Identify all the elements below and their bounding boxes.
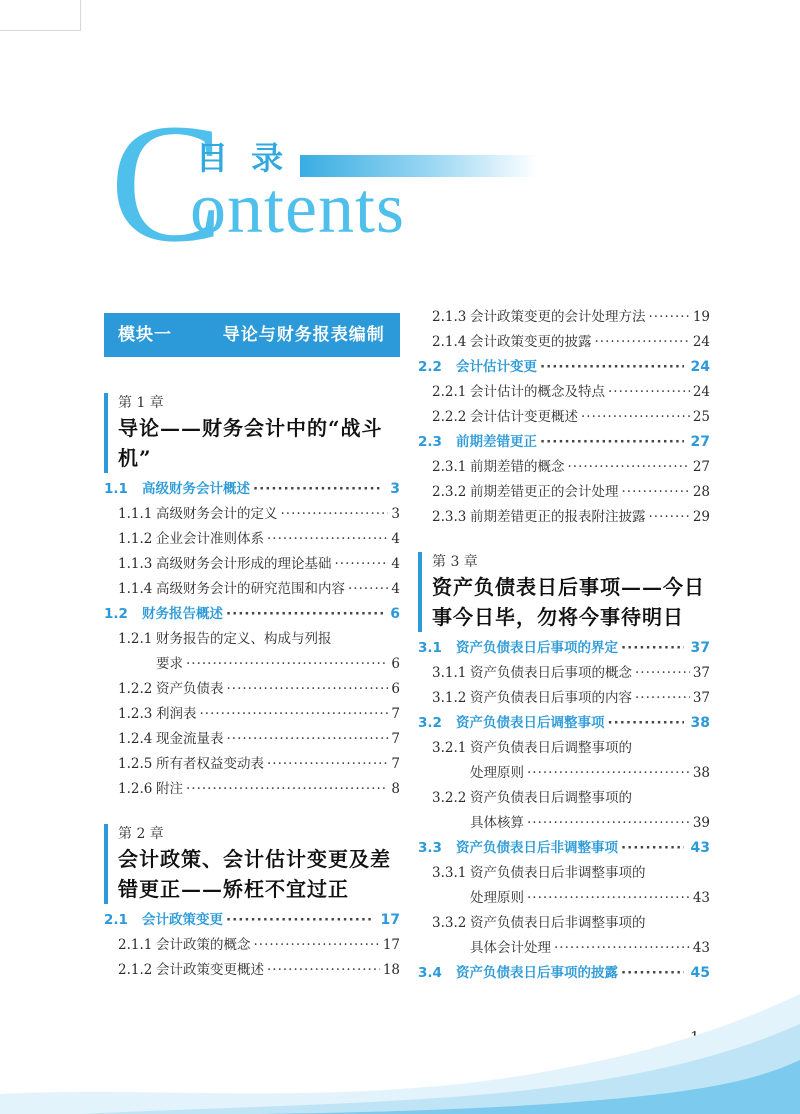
page-ref: 43 (690, 840, 710, 856)
page-ref: 37 (692, 665, 710, 681)
page-ref: 4 (391, 581, 400, 597)
subsection-title: 附注 (156, 781, 183, 797)
page-ref: 43 (692, 940, 710, 956)
page-ref: 24 (690, 359, 710, 375)
toc-left-column (104, 305, 400, 983)
page-ref: 7 (391, 731, 400, 747)
leader-dots (335, 552, 389, 577)
page-ref: 39 (692, 815, 710, 831)
leader-dots (527, 811, 690, 836)
subsection-title: 现金流量表 (156, 731, 224, 747)
subsection-title: 企业会计准则体系 (156, 531, 264, 547)
section-number: 2.2 (418, 359, 442, 375)
toc-subsection[interactable] (104, 552, 400, 577)
toc-subsection[interactable] (418, 686, 710, 711)
chapter-label: 第 2 章 (118, 826, 164, 842)
toc-subsection[interactable] (104, 958, 400, 983)
chapter-2-entries-cont (418, 305, 710, 530)
toc-subsection[interactable] (418, 455, 710, 480)
page-ref: 24 (692, 334, 710, 350)
toc-subsection[interactable] (418, 480, 710, 505)
section-title: 资产负债表日后调整事项 (456, 715, 605, 731)
leader-dots (267, 527, 388, 552)
leader-dots (281, 502, 389, 527)
chapter-3-heading (418, 552, 710, 632)
chapter-title: 会计政策、会计估计变更及差错更正——矫枉不宜过正 (118, 847, 391, 901)
toc-subsection[interactable] (104, 933, 400, 958)
leader-dots (621, 836, 684, 861)
subsection-title: 前期差错更正的报表附注披露 (470, 509, 646, 525)
subsection-title: 高级财务会计形成的理论基础 (156, 556, 332, 572)
subsection-number: 2.3.1 (432, 459, 467, 475)
section-title: 高级财务会计概述 (142, 481, 250, 497)
subsection-title-cont: 具体核算 (470, 815, 524, 831)
toc-subsection[interactable] (104, 702, 400, 727)
leader-dots (226, 602, 383, 627)
leader-dots (527, 761, 690, 786)
toc-subsection[interactable] (104, 577, 400, 602)
page-ref: 3 (391, 506, 400, 522)
section-title: 财务报告概述 (142, 606, 223, 622)
section-number: 3.3 (418, 840, 442, 856)
leader-dots (554, 936, 690, 961)
section-number: 1.1 (104, 481, 128, 497)
page-ref: 25 (692, 409, 710, 425)
toc-subsection[interactable] (104, 777, 400, 802)
page-ref: 6 (391, 681, 400, 697)
page-ref: 28 (692, 484, 710, 500)
leader-dots (186, 652, 388, 677)
section-title: 会计估计变更 (456, 359, 537, 375)
subsection-title-cont: 处理原则 (470, 890, 524, 906)
section-number: 2.3 (418, 434, 442, 450)
page-ref: 6 (391, 656, 400, 672)
toc-subsection[interactable] (104, 752, 400, 777)
leader-dots (253, 477, 383, 502)
section-title: 资产负债表日后事项的披露 (456, 965, 618, 981)
subsection-number: 2.1.1 (118, 937, 153, 953)
section-number: 3.1 (418, 640, 442, 656)
chapter-1-heading (104, 393, 400, 473)
leader-dots (348, 577, 388, 602)
toc-section[interactable] (104, 602, 400, 627)
leader-dots (568, 455, 690, 480)
page-ref: 3 (390, 481, 400, 497)
leader-dots (267, 752, 388, 777)
chapter-label: 第 3 章 (432, 554, 478, 570)
subsection-number: 1.1.1 (118, 506, 153, 522)
subsection-title: 会计政策变更的披露 (470, 334, 592, 350)
subsection-number: 2.3.3 (432, 509, 467, 525)
chapter-title: 导论——财务会计中的“战斗机” (118, 416, 383, 470)
subsection-number: 1.1.3 (118, 556, 153, 572)
leader-dots (649, 305, 690, 330)
toc-subsection[interactable] (104, 677, 400, 702)
page-ref: 29 (692, 509, 710, 525)
leader-dots (621, 636, 684, 661)
page-ref: 6 (390, 606, 400, 622)
page-ref: 37 (692, 690, 710, 706)
subsection-number: 3.3.1 (432, 865, 467, 881)
toc-subsection-wrapped[interactable] (418, 861, 710, 911)
page-title-mulu: 目 录 (196, 139, 290, 177)
toc-subsection[interactable] (418, 505, 710, 530)
leader-dots (540, 355, 684, 380)
toc-subsection[interactable] (104, 502, 400, 527)
page-ref: 38 (692, 765, 710, 781)
toc-subsection[interactable] (104, 527, 400, 552)
chapter-2-entries (104, 908, 400, 983)
toc-subsection-wrapped[interactable] (418, 911, 710, 961)
subsection-title: 资产负债表日后事项的概念 (470, 665, 632, 681)
page-ref: 4 (391, 531, 400, 547)
subsection-title: 会计政策变更概述 (156, 962, 264, 978)
toc-section[interactable] (104, 908, 400, 933)
subsection-title: 财务报告的定义、构成与列报 (156, 631, 332, 647)
section-title: 资产负债表日后事项的界定 (456, 640, 618, 656)
page-ref: 27 (692, 459, 710, 475)
toc-section[interactable] (418, 961, 710, 986)
subsection-number: 1.1.2 (118, 531, 153, 547)
subsection-number: 2.1.4 (432, 334, 467, 350)
toc-right-column (418, 305, 710, 986)
subsection-title: 会计政策的概念 (156, 937, 251, 953)
subsection-number: 2.1.2 (118, 962, 153, 978)
leader-dots (608, 711, 684, 736)
leader-dots (581, 405, 690, 430)
toc-subsection[interactable] (418, 305, 710, 330)
toc-section[interactable] (418, 636, 710, 661)
chapter-label: 第 1 章 (118, 395, 164, 411)
page-ref: 18 (382, 962, 400, 978)
subsection-number: 3.1.2 (432, 690, 467, 706)
subsection-number: 1.2.3 (118, 706, 153, 722)
subsection-number: 2.3.2 (432, 484, 467, 500)
section-number: 1.2 (104, 606, 128, 622)
subsection-title: 资产负债表日后事项的内容 (470, 690, 632, 706)
toc-section[interactable] (104, 477, 400, 502)
leader-dots (200, 702, 389, 727)
subsection-title: 会计估计变更概述 (470, 409, 578, 425)
subsection-number: 1.2.4 (118, 731, 153, 747)
contents-big-c: C (110, 89, 224, 277)
module-banner: 模块一 导论与财务报表编制 (104, 313, 400, 357)
page-ref: 8 (391, 781, 400, 797)
subsection-title: 资产负债表日后调整事项的 (470, 790, 632, 806)
subsection-title: 高级财务会计的研究范围和内容 (156, 581, 345, 597)
toc-subsection[interactable] (104, 727, 400, 752)
subsection-title: 利润表 (156, 706, 197, 722)
contents-word: ontents (190, 168, 405, 248)
subsection-title: 会计政策变更的会计处理方法 (470, 309, 646, 325)
toc-section[interactable] (418, 711, 710, 736)
toc-subsection[interactable] (418, 405, 710, 430)
leader-dots (226, 908, 374, 933)
page-ref: 17 (382, 937, 400, 953)
page-ref: 7 (391, 756, 400, 772)
leader-dots (527, 886, 690, 911)
page-ref: 27 (690, 434, 710, 450)
chapter-3-entries (418, 636, 710, 986)
leader-dots (635, 686, 690, 711)
leader-dots (595, 330, 690, 355)
leader-dots (227, 727, 389, 752)
subsection-title-cont: 要求 (156, 656, 183, 672)
toc-section[interactable] (418, 430, 710, 455)
section-number: 2.1 (104, 912, 128, 928)
subsection-title: 前期差错更正的会计处理 (470, 484, 619, 500)
leader-dots (254, 933, 380, 958)
subsection-title: 所有者权益变动表 (156, 756, 264, 772)
toc-subsection[interactable] (418, 330, 710, 355)
subsection-title: 前期差错的概念 (470, 459, 565, 475)
subsection-number: 1.2.1 (118, 631, 153, 647)
toc-subsection-wrapped[interactable] (418, 786, 710, 836)
toc-subsection[interactable] (418, 380, 710, 405)
section-title: 会计政策变更 (142, 912, 223, 928)
subsection-number: 3.3.2 (432, 915, 467, 931)
subsection-number: 1.2.2 (118, 681, 153, 697)
page-ref: 19 (692, 309, 710, 325)
subsection-number: 1.1.4 (118, 581, 153, 597)
section-title: 资产负债表日后非调整事项 (456, 840, 618, 856)
leader-dots (186, 777, 388, 802)
section-number: 3.4 (418, 965, 442, 981)
subsection-title: 资产负债表 (156, 681, 224, 697)
subsection-number: 3.2.2 (432, 790, 467, 806)
subsection-number: 2.1.3 (432, 309, 467, 325)
decorative-wave (0, 994, 800, 1114)
chapter-1-entries (104, 477, 400, 802)
subsection-title: 资产负债表日后非调整事项的 (470, 915, 646, 931)
toc-subsection-wrapped[interactable] (418, 736, 710, 786)
subsection-number: 2.2.1 (432, 384, 467, 400)
leader-dots (635, 661, 690, 686)
page-ref: 24 (692, 384, 710, 400)
subsection-title: 会计估计的概念及特点 (470, 384, 605, 400)
page-ref: 4 (391, 556, 400, 572)
crop-mark (0, 0, 81, 31)
subsection-number: 1.2.5 (118, 756, 153, 772)
section-number: 3.2 (418, 715, 442, 731)
page-ref: 38 (690, 715, 710, 731)
subsection-number: 3.2.1 (432, 740, 467, 756)
leader-dots (608, 380, 690, 405)
toc-section[interactable] (418, 836, 710, 861)
chapter-title: 资产负债表日后事项——今日事今日毕，勿将今事待明日 (432, 575, 705, 629)
leader-dots (540, 430, 684, 455)
subsection-title-cont: 处理原则 (470, 765, 524, 781)
leader-dots (227, 677, 389, 702)
toc-subsection[interactable] (418, 661, 710, 686)
page-ref: 45 (690, 965, 710, 981)
subsection-title: 高级财务会计的定义 (156, 506, 278, 522)
page-ref: 7 (391, 706, 400, 722)
leader-dots (621, 961, 684, 986)
subsection-title: 资产负债表日后调整事项的 (470, 740, 632, 756)
page-ref: 17 (380, 912, 400, 928)
subsection-title-cont: 具体会计处理 (470, 940, 551, 956)
subsection-number: 3.1.1 (432, 665, 467, 681)
toc-section[interactable] (418, 355, 710, 380)
leader-dots (649, 505, 690, 530)
page-ref: 37 (690, 640, 710, 656)
subsection-title: 资产负债表日后非调整事项的 (470, 865, 646, 881)
subsection-number: 1.2.6 (118, 781, 153, 797)
subsection-number: 2.2.2 (432, 409, 467, 425)
leader-dots (267, 958, 380, 983)
page-ref: 43 (692, 890, 710, 906)
section-title: 前期差错更正 (456, 434, 537, 450)
chapter-2-heading (104, 824, 400, 904)
leader-dots (622, 480, 690, 505)
toc-subsection-wrapped[interactable] (104, 627, 400, 677)
